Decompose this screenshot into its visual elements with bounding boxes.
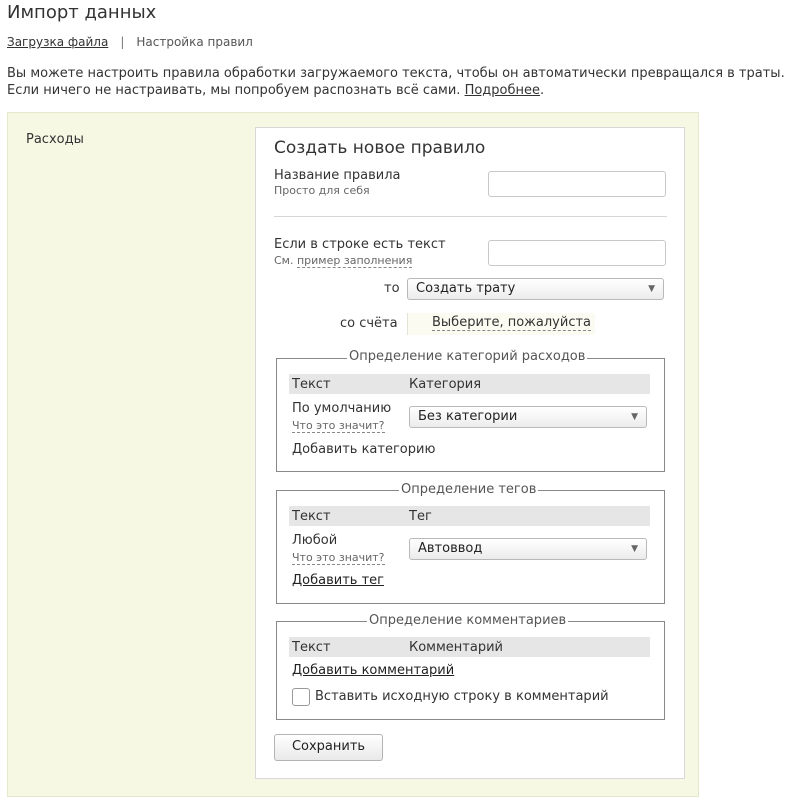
categories-what-is-this-link[interactable]: Что это значит? xyxy=(292,419,385,432)
breadcrumb xyxy=(7,35,253,49)
breadcrumb-upload-link[interactable]: Загрузка файла xyxy=(7,35,109,49)
breadcrumb-separator: | xyxy=(120,35,125,49)
tags-col-tag: Тег xyxy=(409,509,432,524)
save-button[interactable]: Сохранить xyxy=(274,734,383,761)
add-comment-link[interactable]: Добавить комментарий xyxy=(292,663,455,678)
comments-col-text: Текст xyxy=(292,640,331,655)
tags-what-is-this-link[interactable]: Что это значит? xyxy=(292,551,385,564)
default-tag-value: Автоввод xyxy=(418,541,483,556)
categories-col-text: Текст xyxy=(292,377,331,392)
tags-col-text: Текст xyxy=(292,509,331,524)
account-select[interactable] xyxy=(407,313,595,335)
default-tag-select[interactable] xyxy=(409,538,647,560)
text-match-label: Если в строке есть текст xyxy=(274,237,446,252)
rule-name-input[interactable] xyxy=(488,171,666,197)
tags-table-header xyxy=(289,506,650,526)
form-divider xyxy=(274,216,667,217)
add-category-button[interactable]: Добавить категорию xyxy=(292,442,436,457)
chevron-down-icon: ▼ xyxy=(648,284,655,294)
form-title: Создать новое правило xyxy=(274,138,486,158)
text-match-hint-prefix: См. xyxy=(274,254,294,267)
default-category-value: Без категории xyxy=(418,409,518,424)
action-label: то xyxy=(384,281,400,296)
intro-body: Вы можете настроить правила обработки загружаемого текста, чтобы он автоматически превращался в траты. Если ничего не настраивать, мы попробуем распознать всё сами. xyxy=(7,66,785,98)
chevron-down-icon: ▼ xyxy=(631,544,638,554)
categories-table-header xyxy=(289,374,650,394)
comments-col-comment: Комментарий xyxy=(409,640,503,655)
tags-legend: Определение тегов xyxy=(401,482,537,497)
breadcrumb-current: Настройка правил xyxy=(136,35,253,49)
rule-name-label: Название правила xyxy=(274,168,401,183)
sidebar-expenses-label: Расходы xyxy=(26,132,84,147)
comments-legend: Определение комментариев xyxy=(369,613,567,628)
insert-source-label: Вставить исходную строку в комментарий xyxy=(315,689,609,704)
default-category-select[interactable] xyxy=(409,406,647,428)
account-placeholder: Выберите, пожалуйста xyxy=(432,315,592,330)
categories-col-category: Категория xyxy=(409,377,482,392)
any-tag-label: Любой xyxy=(292,533,338,548)
more-link[interactable]: Подробнее xyxy=(464,83,540,98)
example-link[interactable]: пример заполнения xyxy=(296,254,413,267)
intro-period: . xyxy=(540,83,545,98)
add-tag-link[interactable]: Добавить тег xyxy=(292,573,384,588)
chevron-down-icon: ▼ xyxy=(631,412,638,422)
text-match-input[interactable] xyxy=(488,240,666,266)
intro-text xyxy=(7,65,799,99)
default-category-label: По умолчанию xyxy=(292,401,392,416)
comments-table-header xyxy=(289,637,650,657)
page-title: Импорт данных xyxy=(7,2,157,23)
action-selected-value: Создать трату xyxy=(416,281,516,296)
account-label: со счёта xyxy=(340,316,398,331)
text-match-hint xyxy=(274,254,412,267)
categories-legend: Определение категорий расходов xyxy=(349,349,586,364)
action-select[interactable] xyxy=(407,278,664,300)
rule-name-hint: Просто для себя xyxy=(274,184,370,197)
insert-source-checkbox[interactable] xyxy=(292,688,310,706)
